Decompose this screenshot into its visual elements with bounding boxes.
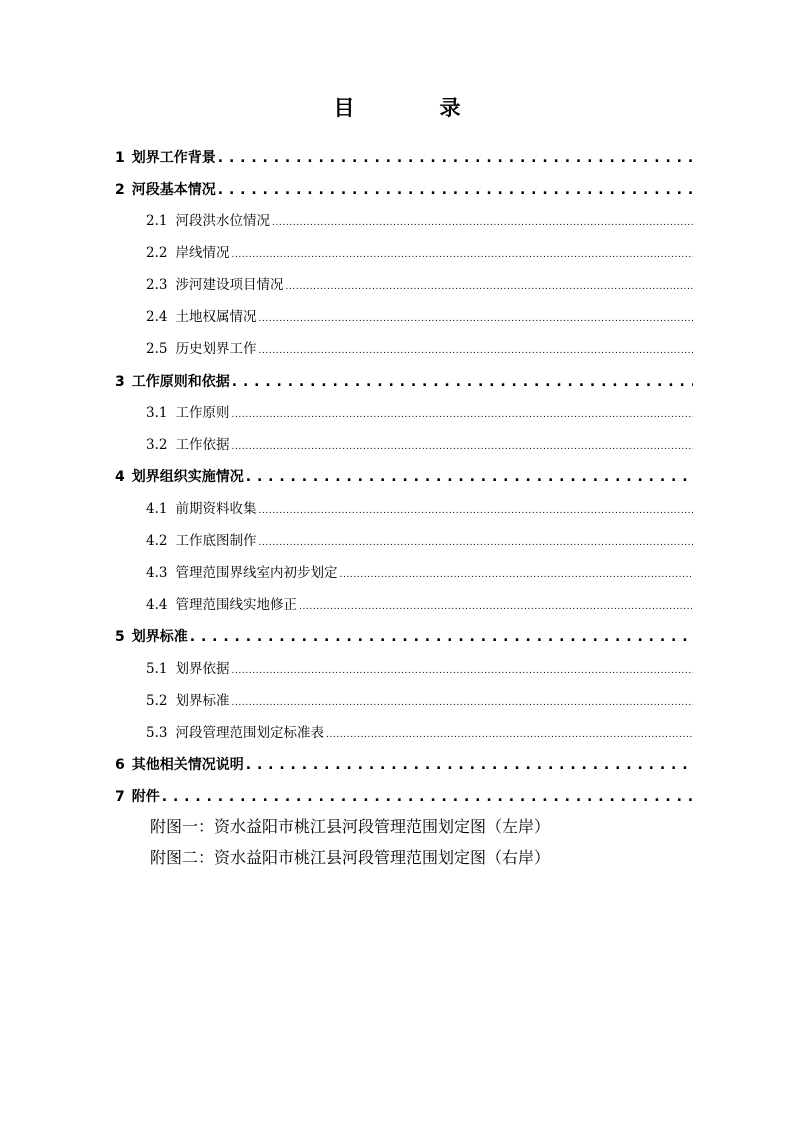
toc-entry-3-2[interactable] [146,435,693,455]
toc-entry-3[interactable] [115,372,693,392]
toc-entry-1[interactable] [115,148,693,168]
toc-dot-leader [231,403,693,423]
toc-dot-leader [231,243,693,263]
toc-dot-leader [258,499,693,519]
toc-entry-text: 历史划界工作 [175,341,257,357]
toc-entry-2-1[interactable] [146,211,693,231]
toc-dot-leader [246,755,693,775]
toc-dot-leader [218,180,693,200]
toc-entry-number: 2.2 [146,245,168,261]
toc-entry-number: 5.2 [146,693,168,709]
toc-entry-2-4[interactable] [146,307,693,327]
toc-entry-text: 工作原则 [175,405,230,421]
page-title: 目 录 [333,96,493,120]
toc-dot-leader [285,275,693,295]
toc-entry-number: 7 [115,789,125,805]
toc-entry-text: 河段管理范围划定标准表 [175,725,324,741]
toc-entry-text: 划界标准 [131,629,188,645]
toc-entry-number: 2.3 [146,277,168,293]
toc-entry-text: 工作底图制作 [175,533,257,549]
toc-entry-text: 河段基本情况 [131,182,216,198]
toc-dot-leader [231,691,693,711]
toc-entry-4-4[interactable] [146,595,693,615]
toc-entry-number: 2.1 [146,213,168,229]
toc-dot-leader [231,435,693,455]
toc-entry-text: 岸线情况 [175,245,230,261]
toc-entry-text: 其他相关情况说明 [131,757,244,773]
toc-entry-text: 划界标准 [175,693,230,709]
toc-entry-number: 2.5 [146,341,168,357]
toc-entry-number: 5 [115,629,125,645]
toc-dot-leader [339,563,693,583]
toc-entry-2[interactable] [115,180,693,200]
toc-entry-text: 前期资料收集 [175,501,257,517]
toc-entry-number: 6 [115,757,125,773]
attachment-figure-2: 附图二：资水益阳市桃江县河段管理范围划定图（右岸） [150,848,551,867]
toc-entry-number: 5.1 [146,661,168,677]
toc-entry-text: 划界工作背景 [131,150,216,166]
toc-entry-number: 5.3 [146,725,168,741]
toc-entry-4-3[interactable] [146,563,693,583]
toc-entry-5[interactable] [115,627,693,647]
toc-entry-text: 附件 [131,789,160,805]
toc-entry-number: 2 [115,182,125,198]
toc-dot-leader [162,787,693,807]
toc-dot-leader [231,659,693,679]
toc-entry-text: 河段洪水位情况 [175,213,270,229]
toc-dot-leader [272,211,693,231]
toc-dot-leader [258,339,693,359]
toc-entry-text: 土地权属情况 [175,309,257,325]
toc-entry-2-3[interactable] [146,275,693,295]
toc-entry-number: 4 [115,469,125,485]
toc-entry-4[interactable] [115,467,693,487]
toc-entry-2-5[interactable] [146,339,693,359]
toc-dot-leader [326,723,693,743]
toc-entry-number: 4.4 [146,597,168,613]
toc-entry-4-2[interactable] [146,531,693,551]
toc-entry-2-2[interactable] [146,243,693,263]
toc-entry-text: 工作原则和依据 [131,374,230,390]
toc-entry-text: 工作依据 [175,437,230,453]
toc-entry-3-1[interactable] [146,403,693,423]
toc-entry-number: 3.2 [146,437,168,453]
toc-dot-leader [190,627,693,647]
toc-entry-5-1[interactable] [146,659,693,679]
toc-entry-5-2[interactable] [146,691,693,711]
toc-entry-text: 管理范围线实地修正 [175,597,297,613]
toc-dot-leader [218,148,693,168]
toc-entry-number: 3.1 [146,405,168,421]
toc-entry-5-3[interactable] [146,723,693,743]
toc-dot-leader [232,372,693,392]
toc-entry-7[interactable] [115,787,693,807]
toc-entry-number: 4.1 [146,501,168,517]
toc-entry-number: 1 [115,150,125,166]
toc-entry-text: 管理范围界线室内初步划定 [175,565,338,581]
toc-entry-number: 4.2 [146,533,168,549]
toc-entry-text: 涉河建设项目情况 [175,277,284,293]
toc-entry-text: 划界依据 [175,661,230,677]
toc-entry-number: 2.4 [146,309,168,325]
toc-entry-number: 3 [115,374,125,390]
toc-entry-6[interactable] [115,755,693,775]
toc-dot-leader [299,595,693,615]
toc-entry-4-1[interactable] [146,499,693,519]
toc-entry-number: 4.3 [146,565,168,581]
toc-dot-leader [258,531,693,551]
toc-dot-leader [258,307,693,327]
toc-entry-text: 划界组织实施情况 [131,469,244,485]
attachment-figure-1: 附图一：资水益阳市桃江县河段管理范围划定图（左岸） [150,817,551,836]
toc-dot-leader [246,467,693,487]
